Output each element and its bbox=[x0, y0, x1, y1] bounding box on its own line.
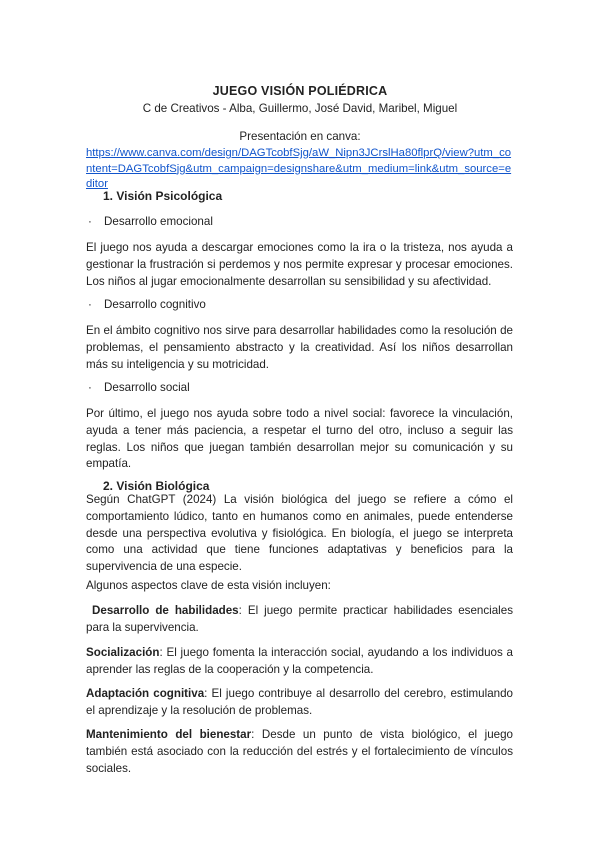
bullet-desarrollo-social bbox=[88, 381, 190, 394]
section-heading-biologica: 2. Visión Biológica bbox=[103, 479, 210, 493]
paragraph-biologica-intro: Según ChatGPT (2024) La visión biológica del juego se refiere a cómo el comportamiento lúdico, tanto en humanos como en animales, puede entenderse desde una perspectiva evolutiva y fisiológica. En biología, el juego se interpreta como una actividad que tiene funciones adaptativas y beneficios para la supervivencia de una especie. bbox=[86, 493, 513, 574]
document-title: JUEGO VISIÓN POLIÉDRICA bbox=[212, 84, 388, 98]
bullet-label: Desarrollo cognitivo bbox=[104, 298, 206, 311]
aspect-text: : El juego contribuye al desarrollo del cerebro, estimulando el aprendizaje y la resolución de problemas. bbox=[86, 687, 513, 717]
aspect-text: : Desde un punto de vista biológico, el juego también está asociado con la reducción del estrés y el fortalecimiento de vínculos sociales. bbox=[86, 728, 513, 775]
paragraph-social: Por último, el juego nos ayuda sobre todo a nivel social: favorece la vinculación, ayuda a tener más paciencia, a respetar el turno del otro, incluso a seguir las reglas. Los niños que juegan también desarrollan mejor su comunicación y su empatía. bbox=[86, 407, 513, 471]
aspect-term: Mantenimiento del bienestar bbox=[86, 728, 252, 741]
bullet-label: Desarrollo social bbox=[104, 381, 190, 394]
presentation-label: Presentación en canva: bbox=[239, 130, 361, 143]
aspect-term: Socialización bbox=[86, 646, 160, 659]
section-heading-psicologica: 1. Visión Psicológica bbox=[103, 189, 223, 203]
aspect-text: : El juego fomenta la interacción social, ayudando a los individuos a aprender las reglas de la cooperación y la competencia. bbox=[86, 646, 513, 676]
bullet-label: Desarrollo emocional bbox=[104, 215, 213, 228]
paragraph-emocional: El juego nos ayuda a descargar emociones como la ira o la tristeza, nos ayuda a gestionar la frustración si perdemos y nos permite expresar y procesar emociones. Los niños al jugar emocionalmente desarrollan su sensibilidad y su afectividad. bbox=[86, 241, 513, 288]
aspect-desarrollo-habilidades bbox=[86, 603, 513, 637]
bullet-desarrollo-cognitivo bbox=[88, 298, 206, 311]
bullet-dot: · bbox=[88, 215, 92, 228]
authors-line: C de Creativos - Alba, Guillermo, José David, Maribel, Miguel bbox=[142, 102, 458, 115]
paragraph-aspects-intro: Algunos aspectos clave de esta visión incluyen: bbox=[86, 579, 331, 592]
bullet-dot: · bbox=[88, 298, 92, 311]
aspect-term: Desarrollo de habilidades bbox=[92, 604, 239, 617]
presentation-link[interactable]: https://www.canva.com/design/DAGTcobfSjg/aW_Nipn3JCrslHa80flprQ/view?utm_content=DAGTcobfSjg&utm_campaign=designshare&utm_medium=link&utm_source=editor bbox=[86, 147, 512, 190]
aspect-adaptacion-cognitiva bbox=[86, 686, 513, 720]
aspect-mantenimiento-bienestar bbox=[86, 727, 513, 777]
paragraph-cognitivo: En el ámbito cognitivo nos sirve para desarrollar habilidades como la resolución de problemas, el pensamiento abstracto y la creatividad. Así los niños desarrollan más su inteligencia y su motricidad. bbox=[86, 324, 513, 371]
bullet-dot: · bbox=[88, 381, 92, 394]
aspect-text: : El juego permite practicar habilidades esenciales para la supervivencia. bbox=[86, 604, 514, 634]
aspect-socializacion bbox=[86, 645, 513, 679]
bullet-desarrollo-emocional bbox=[88, 215, 213, 228]
aspect-term: Adaptación cognitiva bbox=[86, 687, 205, 700]
